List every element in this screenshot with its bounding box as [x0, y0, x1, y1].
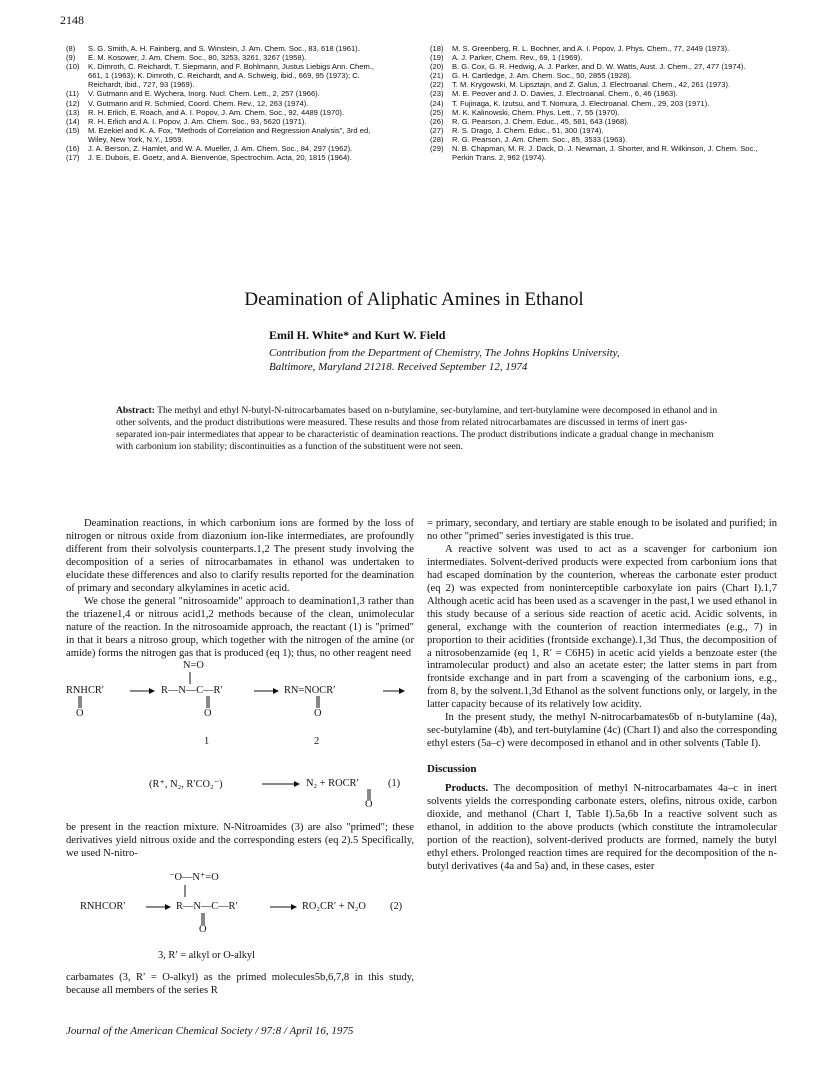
reference-text: A. J. Parker, Chem. Rev., 69, 1 (1969). [452, 53, 583, 63]
reference-text: T. Fujinaga, K. Izutsu, and T. Nomura, J. Electroanal. Chem., 29, 203 (1971). [452, 98, 710, 108]
reference-number: (29) [430, 144, 444, 154]
reference-text: B. G. Cox, G. R. Hedwig, A. J. Parker, and D. W. Watts, Aust. J. Chem., 27, 477 (1974). [452, 62, 746, 72]
reference-text: R. G. Pearson, J. Chem. Educ., 45, 581, 643 (1968). [452, 116, 629, 126]
reference-text: G. H. Cartledge, J. Am. Chem. Soc., 50, 2855 (1928). [452, 71, 632, 81]
reference-number: (11) [66, 89, 79, 99]
page-number: 2148 [60, 13, 84, 27]
scheme-2 [66, 870, 414, 970]
reference-item [66, 126, 380, 144]
affiliation-line-1: Contribution from the Department of Chemistry, The Johns Hopkins University, [269, 347, 620, 359]
left-column-continued [66, 822, 414, 861]
affiliation-line-2: Baltimore, Maryland 21218. Received September 12, 1974 [269, 361, 528, 373]
reference-text: M. Ezekiel and K. A. Fox, "Methods of Correlation and Regression Analysis", 3rd ed, Wiley, New York, N.Y., 1959. [88, 125, 371, 144]
reference-text: V. Gutmann and E. Wychera, Inorg. Nucl. Chem. Lett., 2, 257 (1966). [88, 89, 320, 99]
reference-text: E. M. Kosower, J. Am. Chem. Soc., 80, 3253, 3261, 3267 (1958). [88, 53, 307, 63]
reference-number: (20) [430, 62, 444, 72]
scheme-1-arrows [66, 668, 414, 818]
diazo-ester: RN=NOCR′ [284, 685, 336, 696]
reference-item [430, 135, 770, 144]
right-paragraph-4 [427, 783, 777, 874]
reference-text: N. B. Chapman, M. R. J. Dack, D. J. Newman, J. Shorter, and R. Wilkinson, J. Chem. Soc., Perkin Trans. 2, 962 (1974). [452, 144, 758, 163]
left-paragraph-2: We chose the general "nitrosoamide" approach to deamination1,3 rather than the triazene1,4 or nitrous acid1,2 methods because of the clean, unimolecular nature of the reaction. In the nitrosoamide approach, the reactant (1) is "primed" in that it bears a nitroso group, which together with the nitrogen of the amine (or amide) forms the nitrogen gas that is produced (eq 1); thus, no other reagent need [66, 595, 414, 659]
left-paragraph-3: be present in the reaction mixture. N-Nitroamides (3) are also "primed"; these derivatives yield nitrous oxide and the corresponding esters (eq 2).5 Specifically, we used N-nitro- [66, 822, 414, 859]
reference-item [430, 80, 770, 89]
nitro-group: ⁻O—N⁺=O [169, 872, 219, 883]
reference-number: (22) [430, 80, 444, 90]
reference-number: (9) [66, 53, 76, 63]
reference-number: (10) [66, 62, 80, 72]
reference-number: (25) [430, 107, 444, 117]
reference-item [430, 71, 770, 80]
compound-label-1: 1 [204, 736, 210, 747]
reference-item [430, 126, 770, 135]
reference-number: (23) [430, 89, 444, 99]
affiliation [269, 346, 739, 374]
reference-text: V. Gutmann and R. Schmied, Coord. Chem. Rev., 12, 263 (1974). [88, 98, 309, 108]
reference-number: (21) [430, 71, 444, 81]
compound-label-2: 2 [314, 736, 320, 747]
reactant-amide: RNHCR′ [66, 685, 105, 696]
carbonyl-o-2: O [204, 708, 212, 719]
eq2-products: RO₂CR′ + N₂O [302, 901, 366, 912]
reference-item [66, 99, 380, 108]
eq1-number: (1) [388, 778, 401, 789]
reference-number: (12) [66, 98, 80, 108]
abstract-label: Abstract: [116, 405, 155, 416]
reference-number: (17) [66, 153, 80, 163]
reference-item [430, 44, 770, 53]
compound-label-3: 3, R′ = alkyl or O-alkyl [158, 950, 256, 961]
right-paragraph-3: In the present study, the methyl N-nitrocarbamates6b of n-butylamine (4a), sec-butylamine (4b), and tert-butylamine (4c) (Chart I) and also the corresponding ethyl esters (5a–c) were decomposed in ethanol and in other solvents (Table I). [427, 712, 777, 750]
reference-text: M. E. Peover and J. D. Davies, J. Electroanal. Chem., 6, 46 (1963). [452, 89, 678, 99]
reference-item [430, 99, 770, 108]
reference-item [430, 117, 770, 126]
reference-item [66, 144, 380, 153]
right-column [427, 518, 777, 874]
reference-item [66, 53, 380, 62]
left-paragraph-4: carbamates (3, R′ = O-alkyl) as the primed molecules5b,6,7,8 in this study, because all members of the series R [66, 972, 414, 996]
reference-number: (24) [430, 98, 444, 108]
reference-item [66, 89, 380, 98]
reference-text: M. K. Kalinowski, Chem. Phys. Lett., 7, 55 (1970). [452, 107, 620, 117]
carbonyl-o-4: O [365, 799, 373, 810]
left-column-end [66, 972, 414, 998]
products-heading: Products. [445, 783, 489, 795]
nitroamide: R—N—C—R′ [176, 901, 238, 912]
journal-footer: Journal of the American Chemical Society / 97:8 / April 16, 1975 [66, 1025, 354, 1037]
discussion-heading: Discussion [427, 763, 477, 776]
reference-item [66, 153, 380, 162]
reference-number: (27) [430, 125, 444, 135]
reference-number: (14) [66, 116, 80, 126]
reference-number: (15) [66, 125, 80, 135]
reference-item [430, 108, 770, 117]
reference-text: T. M. Krygowski, M. Lipsztajn, and Z. Galus, J. Electroanal. Chem., 42, 261 (1973). [452, 80, 731, 90]
references-left [66, 44, 380, 162]
reference-item [66, 62, 380, 89]
reference-number: (26) [430, 116, 444, 126]
reference-text: R. H. Erlich, E. Roach, and A. I. Popov, J. Am. Chem. Soc., 92, 4489 (1970). [88, 107, 345, 117]
reference-number: (28) [430, 134, 444, 144]
right-paragraph-2: A reactive solvent was used to act as a scavenger for carbonium ion intermediates. Solvent-derived products were expected from carbonium ions that had escaped domination by the counterion, whereas the carbonate ester product (eq 2) was expected from noninterceptible carboxylate ion pairs (Chart I).1,7 Although acetic acid has been used as a scavenger in the past,1 we used ethanol in this study because of a serious side reaction of acetic acid. Acidic solvents, in general, exchange with the counterion of reaction intermediates (e.g., 7) in proportion to their acidities (frontside exchange).1,3d Thus, the decomposition of a nitrosobenzamide (eq 1, R′ = C6H5) in acetic acid yields a benzoate ester (the intramolecular product) and also an acetate ester; the latter stems in part from frontside exchange and in part from a scavenging of the carbonium ions, e.g., from 8, by the solvent.1,3d Ethanol as the solvent functions only, or largely, in the latter capacity because of its relatively low acidity. [427, 543, 777, 711]
reference-number: (16) [66, 144, 80, 154]
reference-number: (8) [66, 44, 76, 53]
reference-item [66, 44, 380, 53]
reference-item [430, 89, 770, 98]
scheme2-reactant: RNHCOR′ [80, 901, 126, 912]
ion-pair: (R⁺, N₂, R′CO₂⁻) [149, 779, 223, 790]
reference-item [66, 117, 380, 126]
reference-item [430, 62, 770, 71]
left-paragraph-1: Deamination reactions, in which carbonium ions are formed by the loss of nitrogen or nitrous oxide from diazonium ion-like intermediates, are profoundly different from their solvolysis counterparts.1,2 The present study involving the decomposition of a series of nitrocarbamates in ethanol was undertaken to elucidate these differences and also to clarify results reported for the deamination of primary and secondary alkylamines in acetic acid. [66, 518, 414, 594]
reference-text: M. S. Greenberg, R. L. Bochner, and A. I. Popov, J. Phys. Chem., 77, 2449 (1973). [452, 44, 730, 53]
carbonyl-o-5: O [199, 924, 207, 935]
nitroso-group: N=O [183, 660, 204, 671]
carbonyl-o-1: O [76, 708, 84, 719]
carbonyl-o-3: O [314, 708, 322, 719]
reference-text: R. S. Drago, J. Chem. Educ., 51, 300 (1974). [452, 125, 604, 135]
eq2-number: (2) [390, 901, 403, 912]
reference-item [430, 144, 770, 162]
reference-text: S. G. Smith, A. H. Fainberg, and S. Winstein, J. Am. Chem. Soc., 83, 618 (1961). [88, 44, 360, 53]
article-title: Deamination of Aliphatic Amines in Ethanol [244, 289, 584, 310]
reference-text: J. E. Dubois, E. Goetz, and A. Bienvenüe, Spectrochim. Acta, 20, 1815 (1964). [88, 153, 352, 163]
right-paragraph-1: = primary, secondary, and tertiary are stable enough to be isolated and purified; in no other "primed" series investigated is this true. [427, 518, 777, 542]
reference-text: R. G. Pearson, J. Am. Chem. Soc., 85, 3533 (1963). [452, 134, 628, 144]
reference-text: J. A. Berson, Z. Hamlet, and W. A. Mueller, J. Am. Chem. Soc., 84, 297 (1962). [88, 144, 353, 154]
nitrosoamide: R—N—C—R′ [161, 685, 223, 696]
reference-text: R. H. Erlich and A. I. Popov, J. Am. Chem. Soc., 93, 5620 (1971). [88, 116, 307, 126]
reference-number: (19) [430, 53, 444, 63]
reference-number: (18) [430, 44, 444, 53]
abstract-text: The methyl and ethyl N-butyl-N-nitrocarbamates based on n-butylamine, sec-butylamine, and tert-butylamine were decomposed in ethanol and in other solvents, and the product distributions were measured. These results and those from related nitrocarbamates are discussed in terms of inert gas-separated ion-pair intermediates that appear to be characteristic of deamination reactions. The product distributions indicate a gradual change in mechanism with carbonium ion stability; discontinuities as a function of the substituent were not seen. [116, 405, 718, 452]
scheme-1 [66, 660, 414, 818]
reference-number: (13) [66, 107, 80, 117]
eq1-products: N₂ + ROCR′ [306, 778, 359, 789]
left-column [66, 518, 414, 660]
references-right [430, 44, 770, 162]
reference-text: K. Dimroth, C. Reichardt, T. Siepmann, and F. Bohlmann, Justus Liebigs Ann. Chem., 661, 1 (1963); K. Dimroth, C. Reichardt, and A. Schweig, ibid., 669, 95 (1973); C. Reichardt, ibid., 727, 93 (1969). [88, 62, 375, 90]
reference-item [430, 53, 770, 62]
abstract [116, 405, 721, 453]
authors: Emil H. White* and Kurt W. Field [269, 328, 446, 342]
right-paragraph-4-text: The decomposition of methyl N-nitrocarbamates 4a–c in inert solvents yields the corresponding carbonate esters, olefins, nitrous oxide, carbon dioxide, and methanol (Chart I, Table I).5a,6b In a reactive solvent such as ethanol, in addition to the above products (which constitute the intramolecular portion of the reaction), solvent-derived products are formed, namely the butyl ethyl ethers. Prolonged reaction times are required for the decomposition of the n-butyl derivatives (4a and 5a) and, in these cases, ester [427, 783, 777, 872]
reference-item [66, 108, 380, 117]
